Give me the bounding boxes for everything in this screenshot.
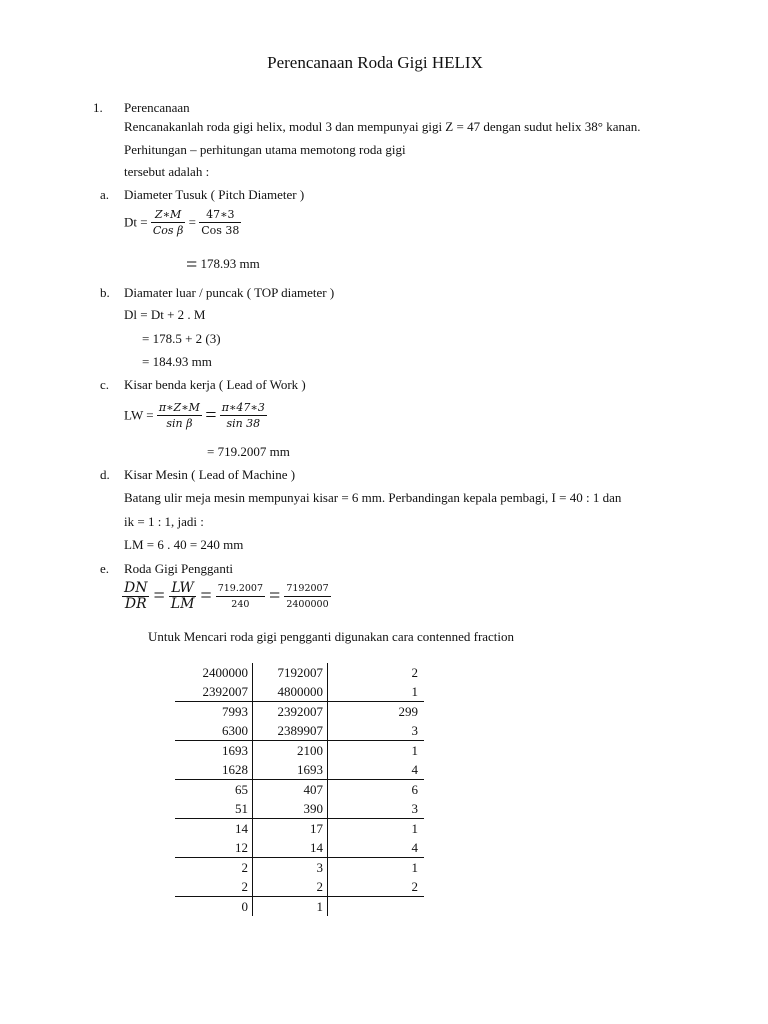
- ratio-fraction-4: [284, 581, 330, 612]
- table-cell: 1: [253, 897, 328, 917]
- ratio-f1-den: DR: [124, 596, 147, 612]
- pitch-lhs: Dt =: [124, 214, 148, 230]
- table-row: [175, 838, 424, 858]
- ratio-f2-num: LW: [169, 581, 197, 597]
- lw-f1-num: π∗Z∗M: [158, 401, 200, 414]
- table-cell: 1: [411, 820, 418, 836]
- pitch-result: [186, 254, 260, 277]
- table-cell: [328, 897, 425, 917]
- ratio-f3-num: 719.2007: [216, 581, 265, 597]
- table-cell: 2: [328, 877, 425, 897]
- pitch-result-eq: =: [186, 254, 198, 277]
- table-row: [175, 780, 424, 800]
- lw-fraction-2: [220, 400, 267, 431]
- table-cell: 0: [175, 897, 253, 917]
- table-row: [175, 663, 424, 682]
- top-diameter-line-3: = 184.93 mm: [142, 354, 212, 369]
- table-cell: 4800000: [253, 682, 328, 702]
- table-cell: 2: [175, 877, 253, 897]
- table-cell: 407: [253, 780, 328, 800]
- table-cell: 14: [253, 838, 328, 858]
- table-row: [175, 897, 424, 917]
- table-cell: 3: [328, 721, 425, 741]
- table-cell: 2392007: [175, 682, 253, 702]
- lw-eq: =: [205, 404, 217, 427]
- item-a-letter: a.: [100, 187, 110, 202]
- lw-fraction-1: [157, 400, 202, 431]
- lw-lhs: LW =: [124, 407, 154, 423]
- ratio-f3-den: 240: [231, 599, 250, 610]
- ratio-eq-2: =: [200, 585, 212, 607]
- table-cell: 2400000: [175, 663, 253, 682]
- pitch-result-value: 178.93 mm: [200, 256, 260, 271]
- item-b-letter: b.: [100, 285, 110, 300]
- ratio-fraction-1: [122, 581, 149, 612]
- ratio-f1-num: DN: [124, 580, 148, 596]
- section-heading: Perencanaan: [124, 100, 190, 115]
- table-cell: 1628: [175, 760, 253, 780]
- ratio-f4-den: 2400000: [286, 599, 329, 610]
- pitch-f1-num: Z∗M: [151, 207, 186, 223]
- item-e-letter: e.: [100, 561, 110, 576]
- pitch-fraction-1: [151, 207, 186, 238]
- table-cell: 1: [328, 682, 425, 702]
- intro-line-1: Rencanakanlah roda gigi helix, modul 3 dan mempunyai gigi Z = 47 dengan sudut helix 38° kanan.: [124, 119, 641, 134]
- ratio-fraction-2: [169, 581, 197, 612]
- table-cell: 1: [411, 742, 418, 758]
- lw-f1-den: sin β: [166, 417, 193, 430]
- page-title: Perencanaan Roda Gigi HELIX: [267, 53, 483, 72]
- lw-f2-den: sin 38: [226, 417, 261, 430]
- table-cell: 2: [411, 664, 418, 680]
- top-diameter-line-1: Dl = Dt + 2 . M: [124, 307, 206, 322]
- continued-fraction-table: [175, 663, 424, 916]
- item-a-label: Diameter Tusuk ( Pitch Diameter ): [124, 187, 305, 202]
- table-row: [175, 819, 424, 839]
- table-cell: 4: [328, 838, 425, 858]
- ratio-f4-num: 7192007: [284, 581, 330, 597]
- table-row: [175, 721, 424, 741]
- table-cell: 299: [398, 703, 418, 719]
- item-d-letter: d.: [100, 467, 110, 482]
- pitch-eq: =: [188, 214, 196, 230]
- table-row: [175, 858, 424, 878]
- table-cell: 6300: [175, 721, 253, 741]
- table-cell: 7993: [175, 702, 253, 722]
- gear-ratio-formula: [122, 581, 331, 612]
- table-cell: 390: [253, 799, 328, 819]
- table-row: [175, 877, 424, 897]
- item-e-label: Roda Gigi Pengganti: [124, 561, 234, 576]
- table-cell: 51: [175, 799, 253, 819]
- table-cell: 1693: [175, 741, 253, 761]
- lw-f2-num: π∗47∗3: [221, 401, 265, 414]
- table-row: [175, 741, 424, 761]
- table-row: [175, 799, 424, 819]
- ratio-eq-3: =: [269, 585, 281, 607]
- intro-line-2: Perhitungan – perhitungan utama memotong roda gigi: [124, 142, 406, 157]
- pitch-fraction-2: [199, 207, 241, 238]
- table-row: [175, 760, 424, 780]
- table-row: [175, 702, 424, 722]
- item-c-letter: c.: [100, 377, 110, 392]
- top-diameter-line-2: = 178.5 + 2 (3): [142, 331, 221, 346]
- table-cell: 3: [328, 799, 425, 819]
- table-cell: 1: [411, 859, 418, 875]
- ratio-fraction-3: [216, 581, 265, 612]
- ratio-f2-den: LM: [170, 596, 195, 612]
- table-cell: 14: [175, 819, 253, 839]
- table-cell: 65: [175, 780, 253, 800]
- table-cell: 2: [253, 877, 328, 897]
- table-cell: 2100: [253, 741, 328, 761]
- intro-line-3: tersebut adalah :: [124, 164, 210, 179]
- table-cell: 6: [411, 781, 418, 797]
- pitch-diameter-formula: [124, 207, 241, 238]
- table-cell: 17: [253, 819, 328, 839]
- item-d-label: Kisar Mesin ( Lead of Machine ): [124, 467, 296, 482]
- ratio-eq-1: =: [153, 585, 165, 607]
- table-cell: 3: [253, 858, 328, 878]
- continued-fraction-note: Untuk Mencari roda gigi pengganti digunakan cara contenned fraction: [148, 629, 515, 644]
- table-row: [175, 682, 424, 702]
- table-cell: 1693: [253, 760, 328, 780]
- lead-machine-line-2: ik = 1 : 1, jadi :: [124, 514, 204, 529]
- lw-result: = 719.2007 mm: [207, 444, 290, 459]
- table-cell: 2: [175, 858, 253, 878]
- pitch-f2-den: Cos 38: [201, 224, 240, 237]
- lead-machine-line-3: LM = 6 . 40 = 240 mm: [124, 537, 244, 552]
- item-b-label: Diamater luar / puncak ( TOP diameter ): [124, 285, 335, 300]
- table-cell: 2392007: [253, 702, 328, 722]
- table-cell: 4: [328, 760, 425, 780]
- table-cell: 7192007: [253, 663, 328, 682]
- item-c-label: Kisar benda kerja ( Lead of Work ): [124, 377, 306, 392]
- lead-machine-line-1: Batang ulir meja mesin mempunyai kisar = 6 mm. Perbandingan kepala pembagi, I = 40 : 1 dan: [124, 490, 622, 505]
- pitch-f1-den: Cos β: [152, 224, 184, 237]
- pitch-f2-num: 47∗3: [199, 207, 241, 223]
- section-number: 1.: [93, 100, 103, 115]
- table-cell: 12: [175, 838, 253, 858]
- table-cell: 2389907: [253, 721, 328, 741]
- lead-of-work-formula: [124, 400, 267, 431]
